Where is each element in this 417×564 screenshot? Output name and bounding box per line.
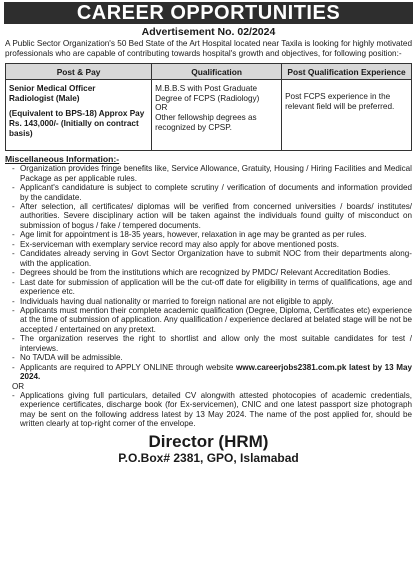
advertisement-page (0, 2, 417, 564)
qualification-cell (152, 80, 282, 151)
post-pay-cell (6, 80, 152, 151)
list-item: - Age limit for appointment is 18-35 years, however, relaxation in age may be granted as per rules. (12, 230, 412, 239)
or-separator: OR (12, 381, 25, 391)
list-item: - After selection, all certificates/ diplomas will be verified from concerned universities / boards/ institutes/ authorities. Severe disciplinary action will be taken against the individuals found guilty of misconduct on submission of bogus / fake / tempered documents. (12, 202, 412, 230)
post-title-line1: Senior Medical Officer (9, 84, 96, 94)
positions-table (5, 63, 412, 151)
experience-text: Post FCPS experience in the relevant field will be preferred. (285, 92, 395, 111)
list-item: - The organization reserves the right to shortlist and allow only the most suitable candidates for test / interviews. (12, 334, 412, 353)
post-title-line2: Radiologist (Male) (9, 93, 80, 103)
list-item: - Degrees should be from the institutions which are recognized by PMDC/ Relevant Accreditation Bodies. (12, 268, 412, 277)
qualification-or: OR (155, 103, 168, 113)
post-pay: (Equivalent to BPS-18) Approx Pay Rs. 143,000/- (Initially on contract basis) (9, 109, 145, 138)
apply-online-deadline: latest by 13 May 2024. (20, 362, 412, 382)
table-row (6, 80, 412, 151)
list-item: - Individuals having dual nationality or married to foreign national are not eligible to apply. (12, 297, 412, 306)
qualification-main: M.B.B.S with Post Graduate Degree of FCPS (Radiology) (155, 84, 260, 103)
list-item: - Ex-serviceman with exemplary service record may also apply for above mentioned posts. (12, 240, 412, 249)
page-title-text: CAREER OPPORTUNITIES (76, 1, 341, 24)
postal-address: P.O.Box# 2381, GPO, Islamabad (118, 450, 299, 465)
list-item: - Last date for submission of application will be the cut-off date for eligibility in terms of qualifications, age and experience etc. (12, 278, 412, 297)
column-header-experience: Post Qualification Experience (282, 64, 412, 80)
column-header-qualification: Qualification (152, 64, 282, 80)
list-item: - Applicants must mention their complete academic qualification (Degree, Diploma, Certificates etc) experience at the time of submission of application. Any qualification / experience declared at belated stage will be not be accepted / entertained on any pretext. (12, 306, 412, 334)
page-title (4, 2, 413, 24)
postal-apply-item: - Applications giving full particulars, detailed CV alongwith attested photocopies of academic credentials, experience certificates, discharge book (for Ex-servicemen), CNIC and one latest passport size photograph may be sent on the following address latest by 13 May 2024. The name of the post applied for, should be written clearly at top-right corner of the envelope. (12, 391, 412, 429)
apply-online-url[interactable]: www.careerjobs2381.com.pk (236, 362, 347, 372)
experience-cell (282, 80, 412, 151)
column-header-post-pay: Post & Pay (6, 64, 152, 80)
list-item: - Organization provides fringe benefits like, Service Allowance, Gratuity, Housing / Hiring Facilities and Medical Package as per applicable rules. (12, 164, 412, 183)
misc-list (0, 164, 417, 381)
list-item: - Applicant's candidature is subject to complete scrutiny / verification of documents and information provided by the candidate. (12, 183, 412, 202)
list-item: - No TA/DA will be admissible. (12, 353, 412, 362)
apply-online-prefix: Applicants are required to APPLY ONLINE through website (20, 362, 236, 372)
director-title: Director (HRM) (148, 431, 269, 451)
qualification-alt: Other fellowship degrees as recognized by CPSP. (155, 112, 257, 132)
postal-apply-list (0, 391, 417, 429)
table-header-row (6, 64, 412, 80)
misc-title: Miscellaneous Information:- (5, 154, 120, 165)
intro-paragraph: A Public Sector Organization's 50 Bed State of the Art Hospital located near Taxila is looking for highly motivated professionals who are capable of contributing towards hospital's growth and objectives, for following position:- (5, 39, 412, 58)
advertisement-number: Advertisement No. 02/2024 (141, 26, 276, 38)
list-item: - Candidates already serving in Govt Sector Organization have to submit NOC from their departments along-with the application. (12, 249, 412, 268)
apply-online-item (12, 363, 412, 382)
